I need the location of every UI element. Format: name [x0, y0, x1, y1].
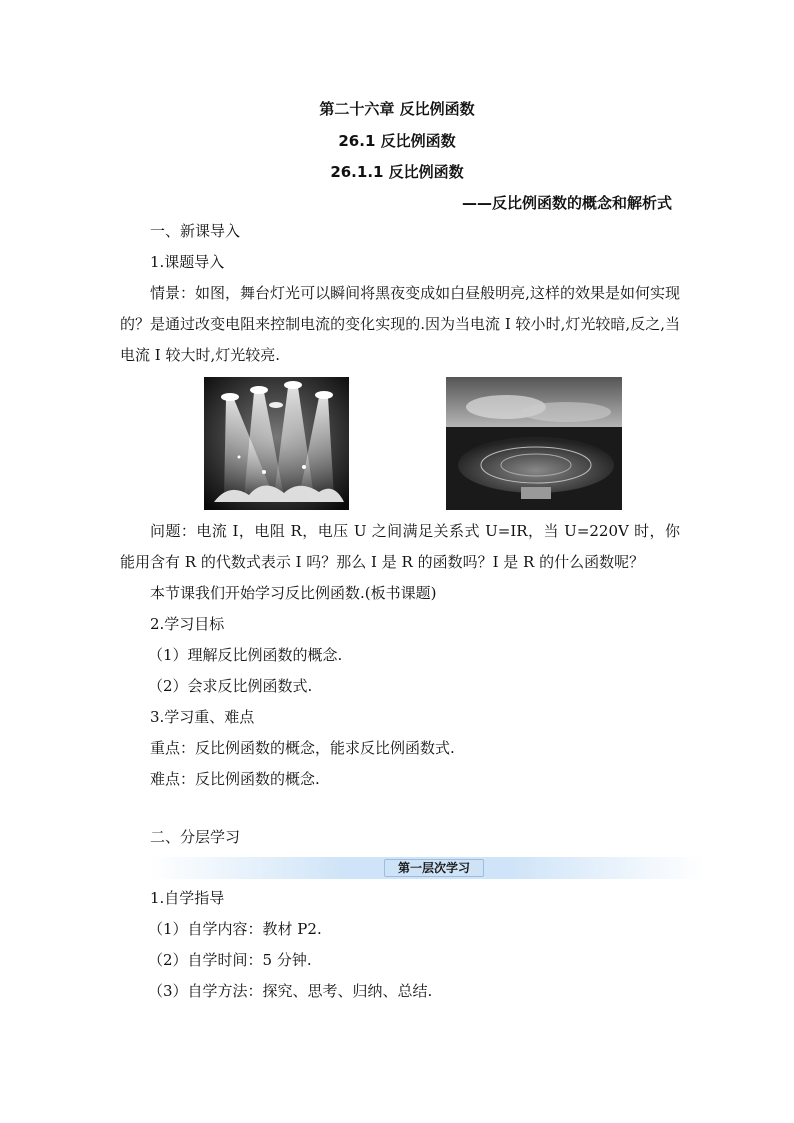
scenario-paragraph: 情景：如图，舞台灯光可以瞬间将黑夜变成如白昼般明亮,这样的效果是如何实现的？是通过改变电阻来控制电流的变化实现的.因为当电流 I 较小时,灯光较暗,反之,当电流 I 较大时,灯光较亮.	[120, 284, 680, 364]
self-study-method: （3）自学方法：探究、思考、归纳、总结.	[148, 982, 433, 1000]
subsection-title: 26.1.1 反比例函数	[330, 163, 464, 181]
key-point: 重点：反比例函数的概念，能求反比例函数式.	[150, 739, 455, 757]
level-banner	[150, 857, 705, 879]
goal-item-2: （2）会求反比例函数式.	[148, 677, 313, 695]
subtitle: ——反比例函数的概念和解析式	[461, 194, 672, 212]
learning-goals-heading: 2.学习目标	[150, 615, 225, 633]
chapter-title: 第二十六章 反比例函数	[319, 100, 475, 118]
question-paragraph: 问题：电流 I，电阻 R，电压 U 之间满足关系式 U=IR，当 U=220V 时，你能用含有 R 的代数式表示 I 吗？那么 I 是 R 的函数吗？I 是 R 的什么函数呢？	[120, 522, 680, 571]
level-banner-label: 第一层次学习	[384, 859, 484, 877]
difficult-point: 难点：反比例函数的概念.	[150, 770, 320, 788]
stage-hall-image	[446, 377, 622, 510]
self-study-content: （1）自学内容：教材 P2.	[148, 920, 322, 938]
intro-line: 本节课我们开始学习反比例函数.(板书课题)	[150, 584, 437, 602]
goal-item-1: （1）理解反比例函数的概念.	[148, 646, 343, 664]
topic-intro-heading: 1.课题导入	[150, 253, 225, 271]
part1-heading: 一、新课导入	[150, 222, 241, 240]
part2-heading: 二、分层学习	[150, 828, 241, 846]
section-title: 26.1 反比例函数	[338, 132, 456, 150]
stage-spotlights-image	[204, 377, 349, 510]
self-study-heading: 1.自学指导	[150, 889, 225, 907]
self-study-time: （2）自学时间：5 分钟.	[148, 951, 312, 969]
key-difficult-heading: 3.学习重、难点	[150, 708, 255, 726]
